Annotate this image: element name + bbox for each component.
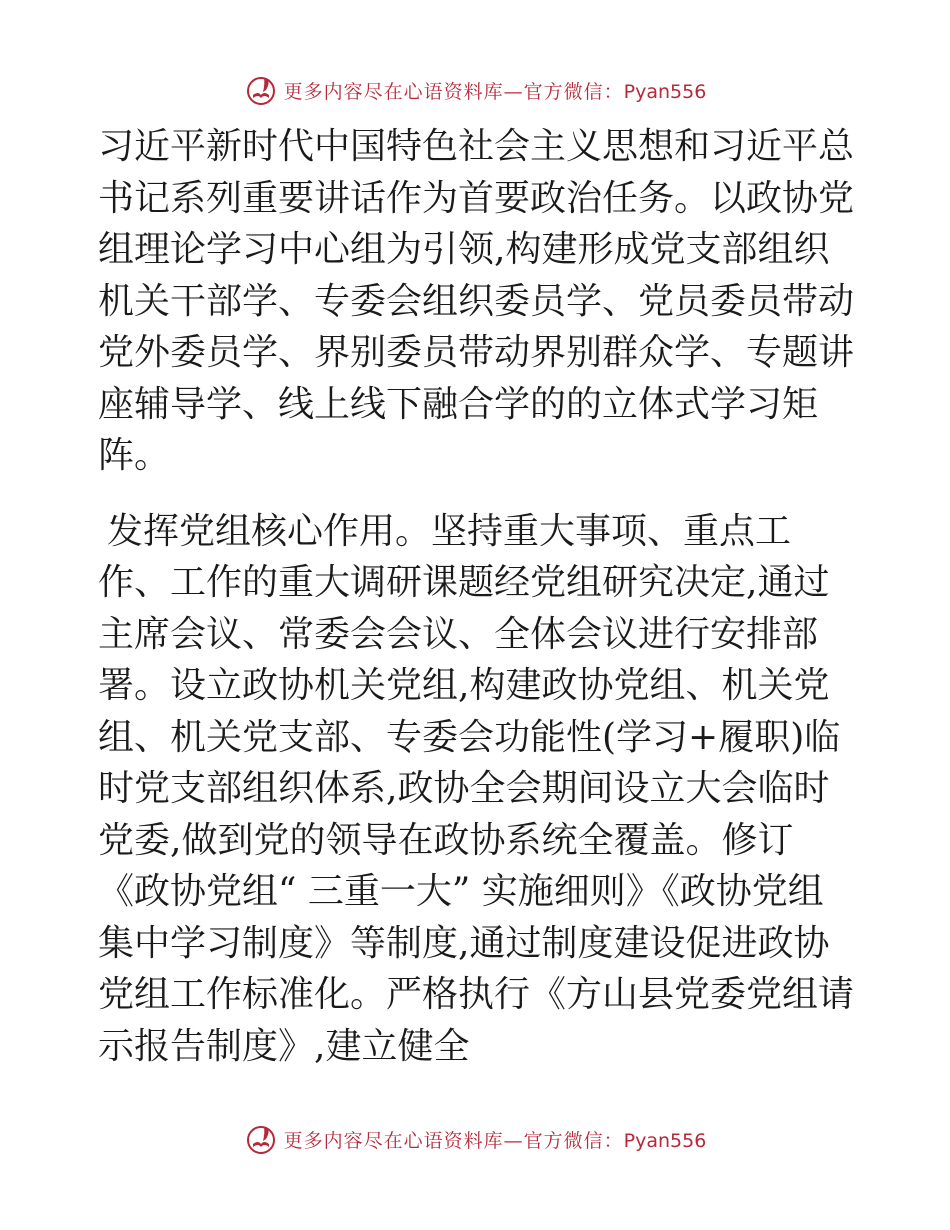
book-quill-logo-icon — [244, 73, 278, 107]
footer-watermark-text — [284, 1126, 707, 1153]
document-body — [98, 121, 858, 1072]
paragraph-2: 发挥党组核心作用。坚持重大事项、重点工作、工作的重大调研课题经党组研究决定,通过主席会议、常委会会议、全体会议进行安排部署。设立政协机关党组,构建政协党组、机关党组、机关党支部、专委会功能性(学习+履职)临时党支部组织体系,政协全会期间设立大会临时党委,做到党的领导在政协系统全覆盖。修订《政协党组“ 三重一大” 实施细则》《政协党组集中学习制度》等制度,通过制度建设促进政协党组工作标准化。严格执行《方山县党委党组请示报告制度》,建立健全 — [98, 510, 855, 1067]
header-watermark-text — [284, 77, 707, 104]
book-quill-logo-icon — [244, 1122, 278, 1156]
header-wechat-id: Pyan556 — [623, 80, 707, 103]
footer-wechat-id: Pyan556 — [623, 1129, 707, 1152]
header-watermark — [0, 70, 950, 110]
header-watermark-label: 更多内容尽在心语资料库—官方微信： — [283, 80, 624, 103]
paragraph-1: 习近平新时代中国特色社会主义思想和习近平总书记系列重要讲话作为首要政治任务。以政协党组理论学习中心组为引领,构建形成党支部组织机关干部学、专委会组织委员学、党员委员带动党外委员学、界别委员带动界别群众学、专题讲座辅导学、线上线下融合学的的立体式学习矩阵。 — [98, 126, 855, 476]
footer-watermark-label: 更多内容尽在心语资料库—官方微信： — [283, 1129, 624, 1152]
footer-watermark — [0, 1119, 950, 1159]
